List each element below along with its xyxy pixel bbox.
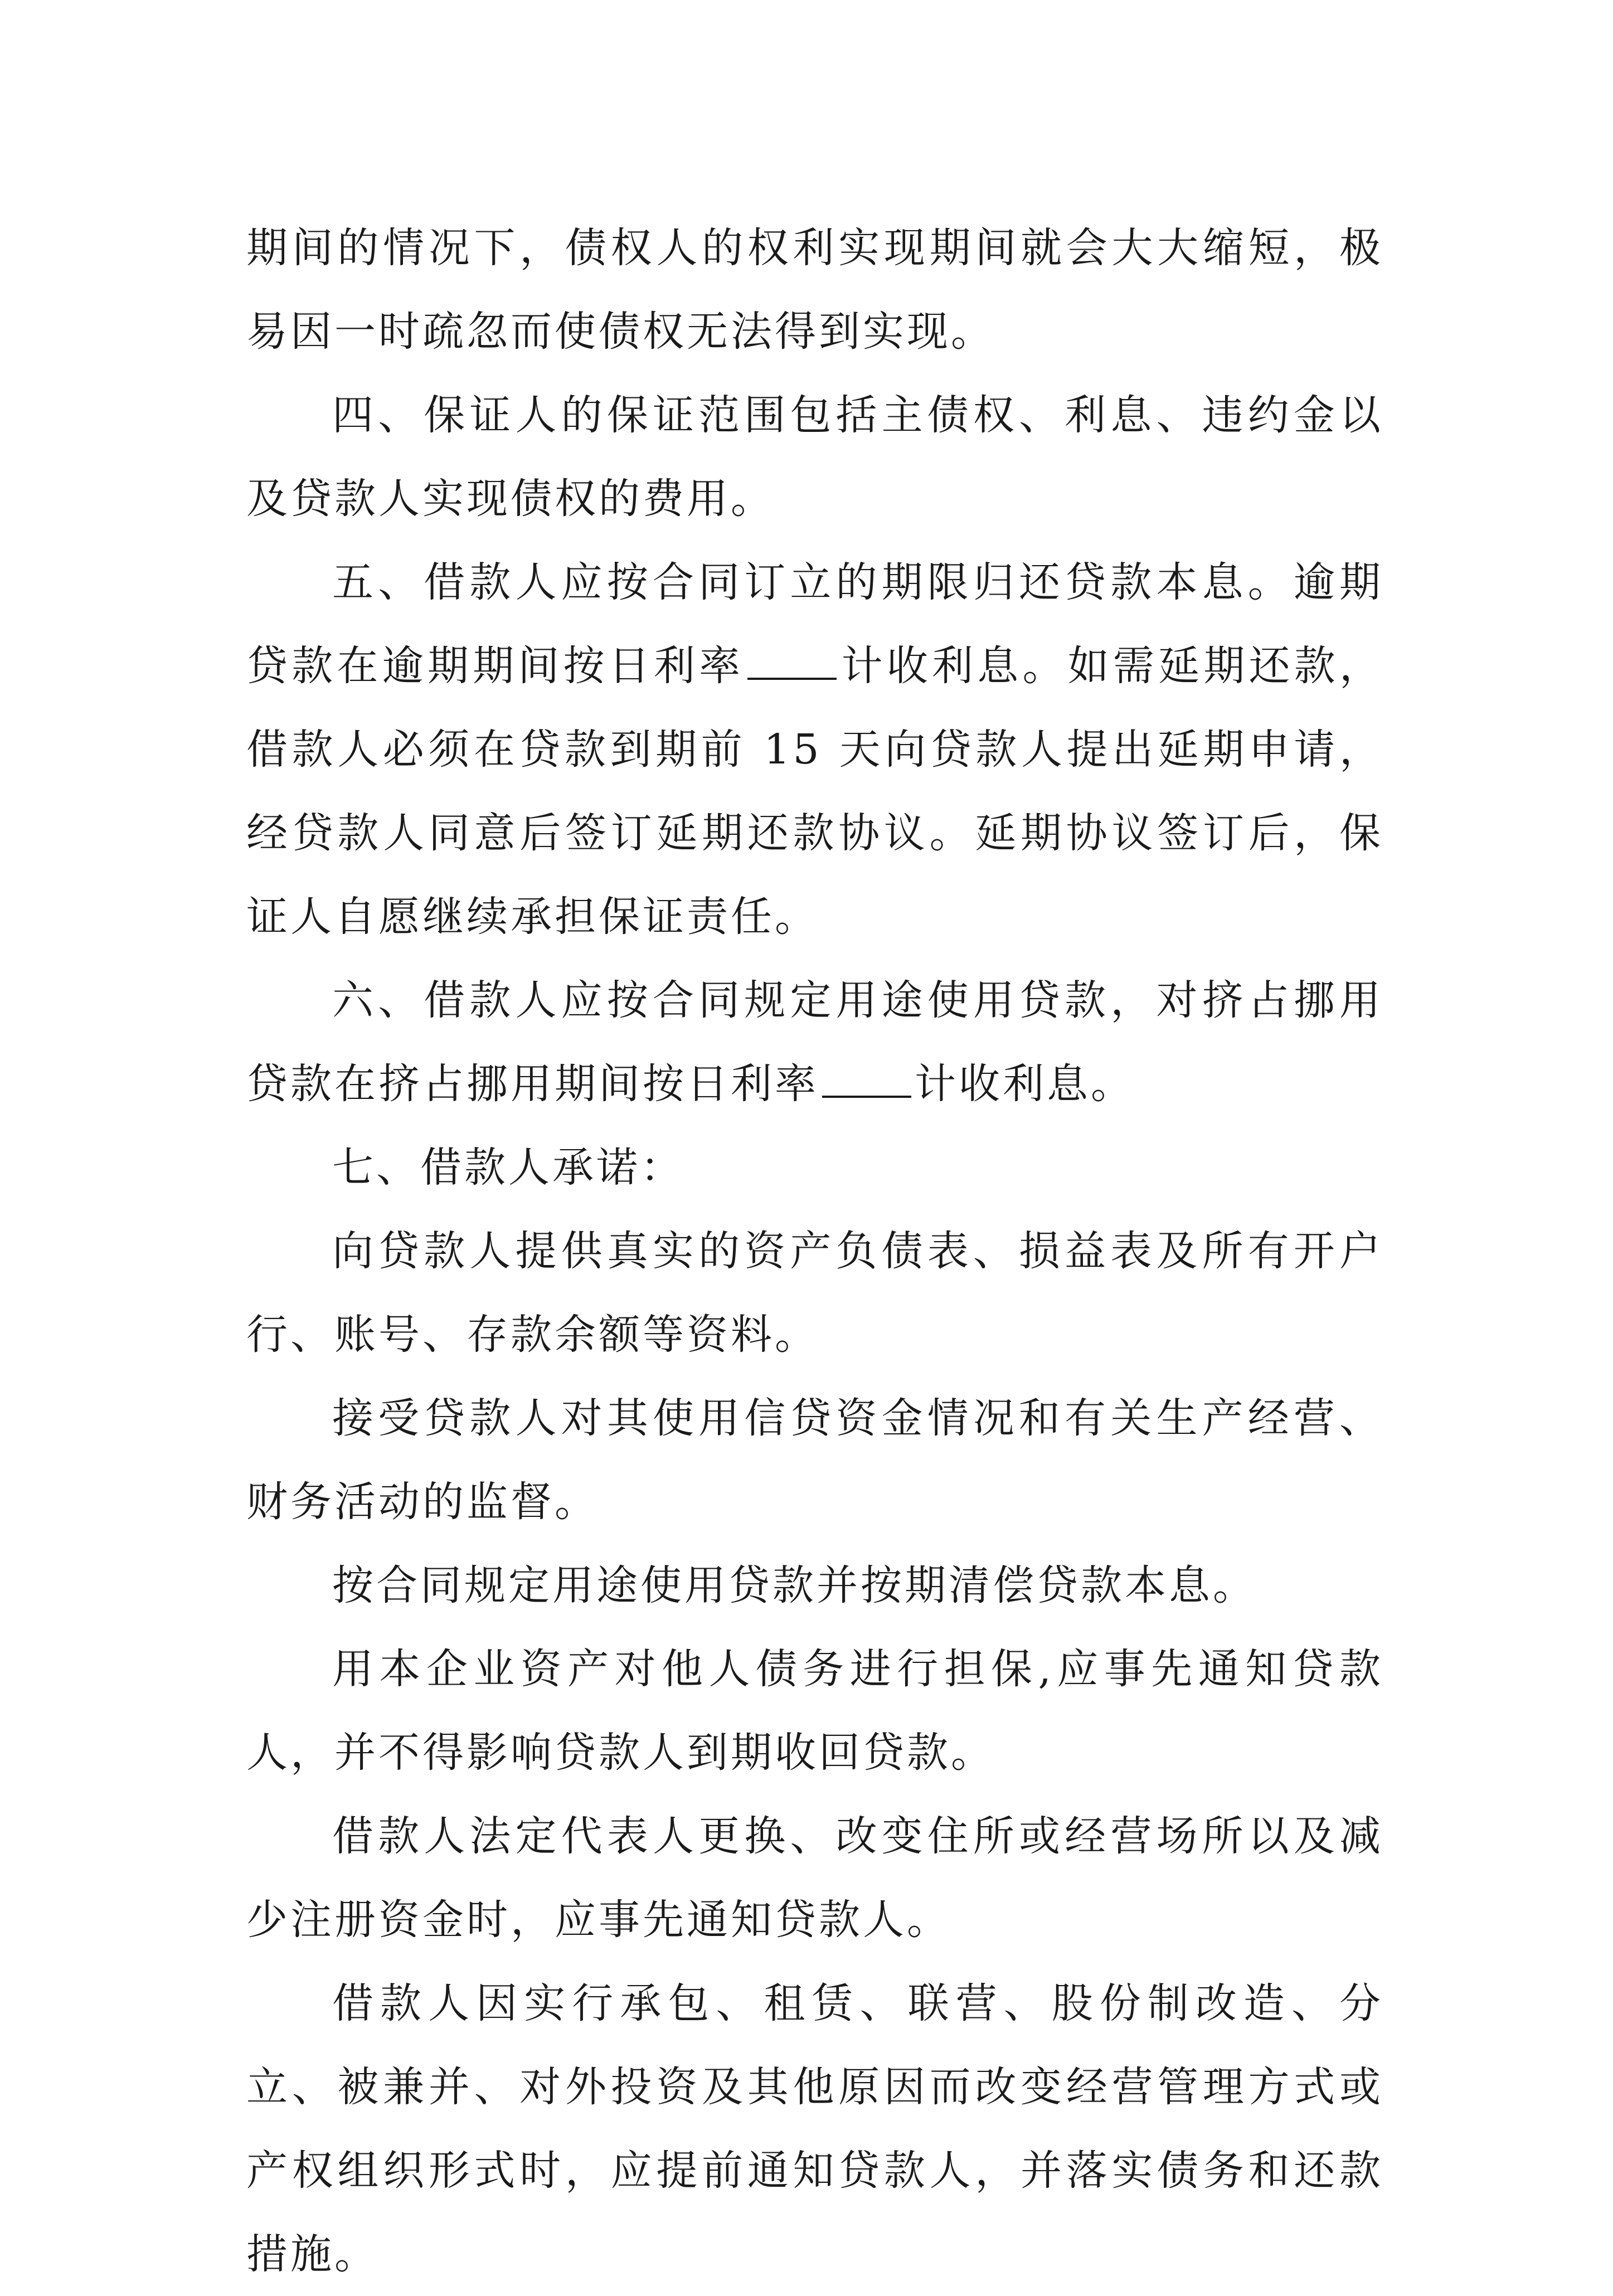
- paragraph-text: 四、保证人的保证范围包括主债权、利息、违约金以及贷款人实现债权的费用。: [246, 391, 1383, 523]
- paragraph-commitment-financials: [246, 1209, 1383, 1376]
- paragraph-text: 计收利息。如需延期还款，借款人必须在贷款到期前 15 天向贷款人提出延期申请，经贷款人同意后签订延期还款协议。延期协议签订后，保证人自愿继续承担保证责任。: [246, 642, 1383, 941]
- interest-rate-blank: [747, 644, 837, 680]
- paragraph-guarantee-scope: [246, 373, 1383, 541]
- paragraph-text: 借款人因实行承包、租赁、联营、股份制改造、分立、被兼并、对外投资及其他原因而改变经营管理方式或产权组织形式时，应提前通知贷款人，并落实债务和还款措施。: [246, 1979, 1383, 2278]
- paragraph-text: 用本企业资产对他人债务进行担保,应事先通知贷款人，并不得影响贷款人到期收回贷款。: [246, 1645, 1383, 1777]
- paragraph-text: 六、借款人应按合同规定用途使用贷款，对挤占挪用贷款在挤占挪用期间按日利率: [246, 976, 1383, 1108]
- paragraph-commitment-restructuring: [246, 1962, 1383, 2296]
- paragraph-text: 五、借款人应按合同订立的期限归还贷款本息。逾期贷款在逾期期间按日利率: [246, 558, 1383, 690]
- paragraph-text: 接受贷款人对其使用信贷资金情况和有关生产经营、财务活动的监督。: [246, 1394, 1383, 1526]
- interest-rate-blank: [822, 1062, 911, 1098]
- paragraph-text: 计收利息。: [915, 1060, 1135, 1108]
- paragraph-commitment-usage: [246, 1544, 1383, 1627]
- paragraph-text: 期间的情况下，债权人的权利实现期间就会大大缩短，极易因一时疏忽而使债权无法得到实现。: [246, 224, 1383, 356]
- paragraph-text: 借款人法定代表人更换、改变住所或经营场所以及减少注册资金时，应事先通知贷款人。: [246, 1812, 1383, 1944]
- paragraph-text: 按合同规定用途使用贷款并按期清偿贷款本息。: [332, 1562, 1257, 1609]
- paragraph-commitment-representative: [246, 1794, 1383, 1962]
- paragraph-text: 向贷款人提供真实的资产负债表、损益表及所有开户行、账号、存款余额等资料。: [246, 1227, 1383, 1359]
- document-body: [246, 206, 1383, 2296]
- paragraph-commitment-guarantee: [246, 1627, 1383, 1794]
- paragraph-borrower-commitment-heading: [246, 1126, 1383, 1209]
- paragraph-continuation: [246, 206, 1383, 373]
- paragraph-commitment-supervision: [246, 1376, 1383, 1544]
- paragraph-repayment-terms: [246, 541, 1383, 959]
- paragraph-loan-usage: [246, 959, 1383, 1126]
- paragraph-text: 七、借款人承诺：: [332, 1144, 684, 1191]
